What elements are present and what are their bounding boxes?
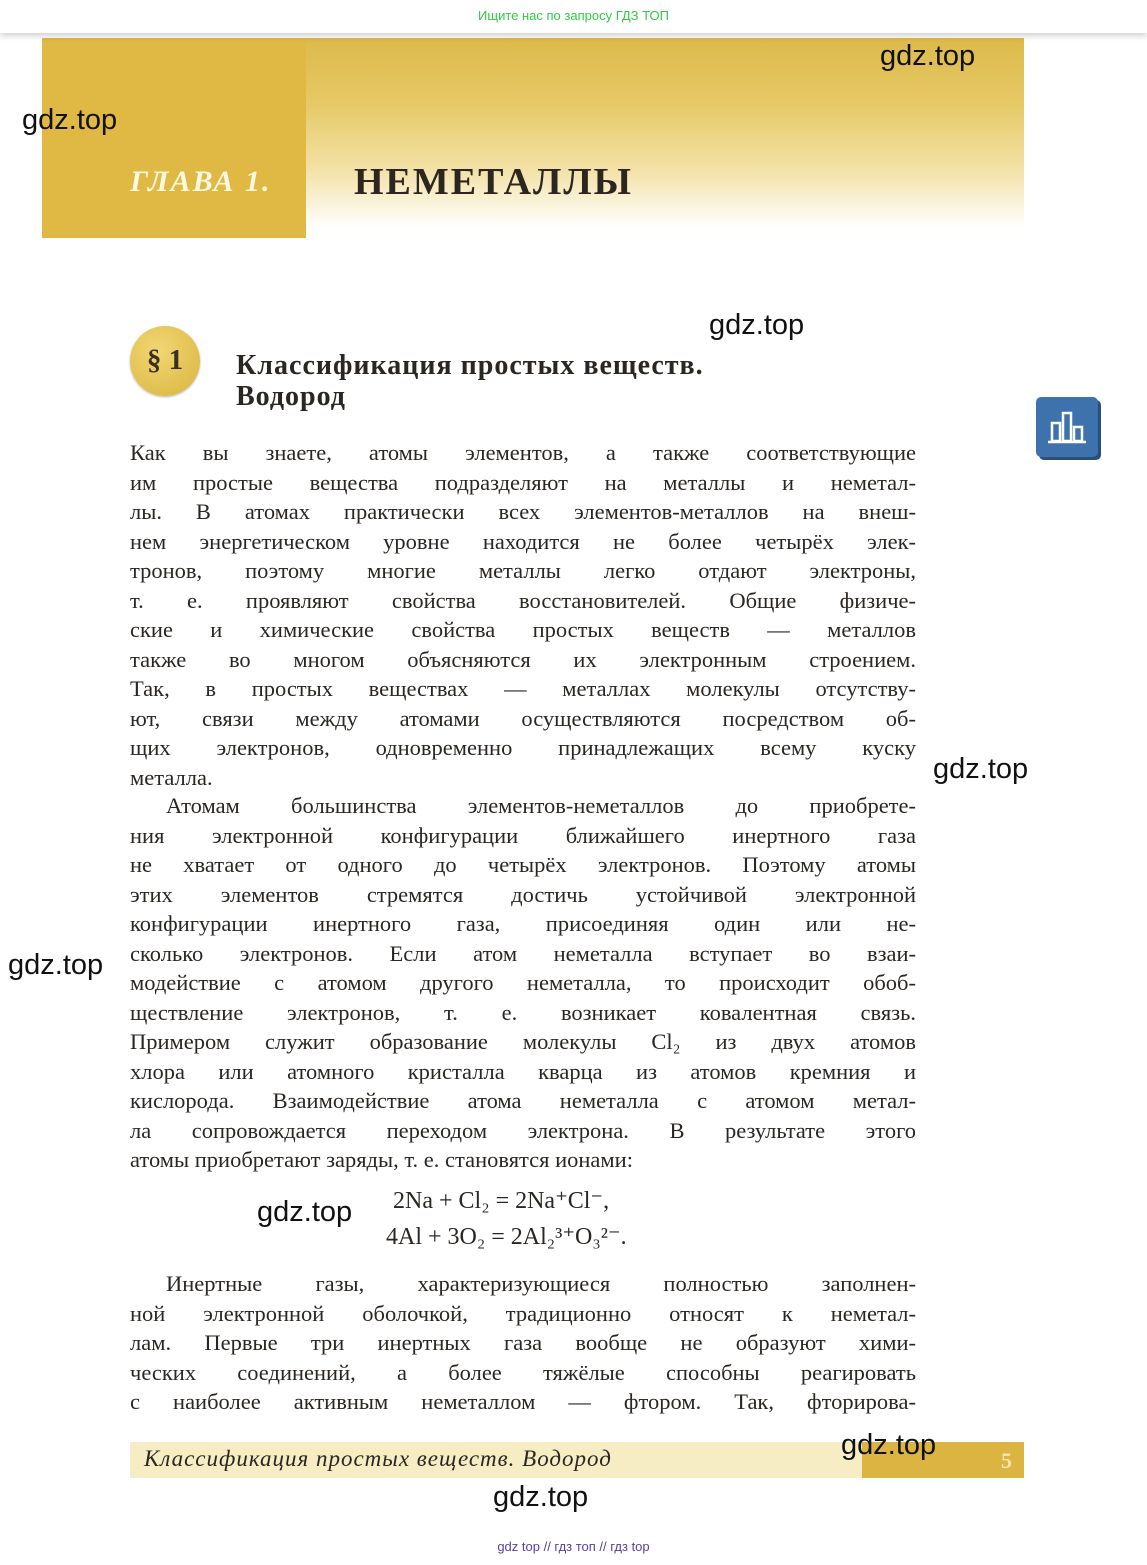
text-line: металла. bbox=[130, 764, 213, 790]
text-line: им простые вещества подразделяют на металлы и неметал- bbox=[130, 469, 916, 495]
text-line: ские и химические свойства простых веществ — металлов bbox=[130, 617, 916, 642]
banner-text: Ищите нас по запросу ГДЗ ТОП bbox=[478, 8, 669, 23]
text-line: ла сопровождается переходом электрона. В результате этого bbox=[130, 1117, 916, 1143]
watermark: gdz.top bbox=[933, 753, 1029, 785]
chapter-label: ГЛАВА 1. bbox=[130, 165, 272, 198]
equation-1: 2Na + Cl₂ = 2Na⁺Cl⁻, bbox=[393, 1188, 610, 1214]
watermark: gdz.top bbox=[8, 949, 104, 981]
text-line: ческих соединений, а более тяжёлые способны реагировать bbox=[130, 1359, 916, 1385]
section-title-line1: Классификация простых веществ. bbox=[236, 350, 704, 381]
watermark: gdz.top bbox=[257, 1196, 353, 1228]
section-badge bbox=[130, 326, 200, 396]
text-line: не хватает от одного до четырёх электронов. Поэтому атомы bbox=[130, 852, 916, 877]
text-line: ния электронной конфигурации ближайшего инертного газа bbox=[130, 822, 916, 848]
text-line: кислорода. Взаимодействие атома неметалла с атомом метал- bbox=[130, 1088, 916, 1113]
top-banner bbox=[0, 0, 1147, 33]
chapter-box bbox=[42, 38, 306, 238]
page-number: 5 bbox=[1001, 1448, 1012, 1473]
paragraph-3 bbox=[130, 1269, 916, 1417]
text-line: щих электронов, одновременно принадлежащих всему куску bbox=[130, 735, 916, 760]
text-line: ществление электронов, т. е. возникает ковалентная связь. bbox=[130, 999, 916, 1025]
text-line: с наиболее активным неметаллом — фтором. Так, фторирова- bbox=[130, 1389, 916, 1414]
equation-2: 4Al + 3O₂ = 2Al₂³⁺O₃²⁻. bbox=[386, 1224, 627, 1250]
text-line: Примером служит образование молекулы Cl₂ из двух атомов bbox=[130, 1029, 916, 1054]
text-line: ют, связи между атомами осуществляются посредством об- bbox=[130, 705, 916, 731]
text-line: также во многом объясняются их электронным строением. bbox=[130, 646, 916, 672]
watermark: gdz.top bbox=[493, 1481, 589, 1513]
text-line: ной электронной оболочкой, традиционно относят к неметал- bbox=[130, 1300, 916, 1326]
watermark: gdz.top bbox=[841, 1429, 937, 1461]
watermark: gdz.top bbox=[709, 309, 805, 341]
text-line: модействие с атомом другого неметалла, то происходит обоб- bbox=[130, 970, 916, 995]
text-line: хлора или атомного кристалла кварца из атомов кремния и bbox=[130, 1058, 916, 1084]
text-line: нем энергетическом уровне находится не более четырёх элек- bbox=[130, 528, 916, 554]
text-line: конфигурации инертного газа, присоединяя один или не- bbox=[130, 911, 916, 936]
text-line: лам. Первые три инертных газа вообще не образуют хими- bbox=[130, 1330, 916, 1355]
stats-button[interactable] bbox=[1036, 397, 1098, 457]
running-title: Классификация простых веществ. Водород bbox=[144, 1446, 612, 1471]
section-title-line2: Водород bbox=[236, 381, 346, 412]
chapter-title: НЕМЕТАЛЛЫ bbox=[354, 161, 633, 203]
bottom-links[interactable]: gdz top // гдз топ // гдз top bbox=[497, 1539, 650, 1554]
watermark: gdz.top bbox=[880, 40, 976, 72]
text-line: Инертные газы, характеризующиеся полностью заполнен- bbox=[166, 1271, 916, 1296]
text-line: атомы приобретают заряды, т. е. становятся ионами: bbox=[130, 1147, 633, 1172]
bar-chart-icon bbox=[1036, 397, 1098, 457]
paragraph-2 bbox=[130, 791, 916, 1175]
section-number: § 1 bbox=[146, 344, 184, 376]
watermark: gdz.top bbox=[22, 104, 118, 136]
text-line: этих элементов стремятся достичь устойчивой электронной bbox=[130, 881, 916, 907]
running-footer bbox=[130, 1442, 862, 1478]
text-line: сколько электронов. Если атом неметалла вступает во взаи- bbox=[130, 940, 916, 966]
section-title bbox=[236, 350, 704, 412]
text-line: лы. В атомах практически всех элементов-металлов на внеш- bbox=[130, 499, 916, 524]
text-line: Так, в простых веществах — металлах молекулы отсутству- bbox=[130, 676, 916, 701]
text-line: тронов, поэтому многие металлы легко отдают электроны, bbox=[130, 558, 916, 583]
paragraph-1 bbox=[130, 438, 916, 792]
text-line: Как вы знаете, атомы элементов, а также соответствующие bbox=[130, 440, 916, 465]
text-line: Атомам большинства элементов-неметаллов до приобрете- bbox=[166, 793, 916, 818]
text-line: т. е. проявляют свойства восстановителей. Общие физиче- bbox=[130, 587, 916, 613]
